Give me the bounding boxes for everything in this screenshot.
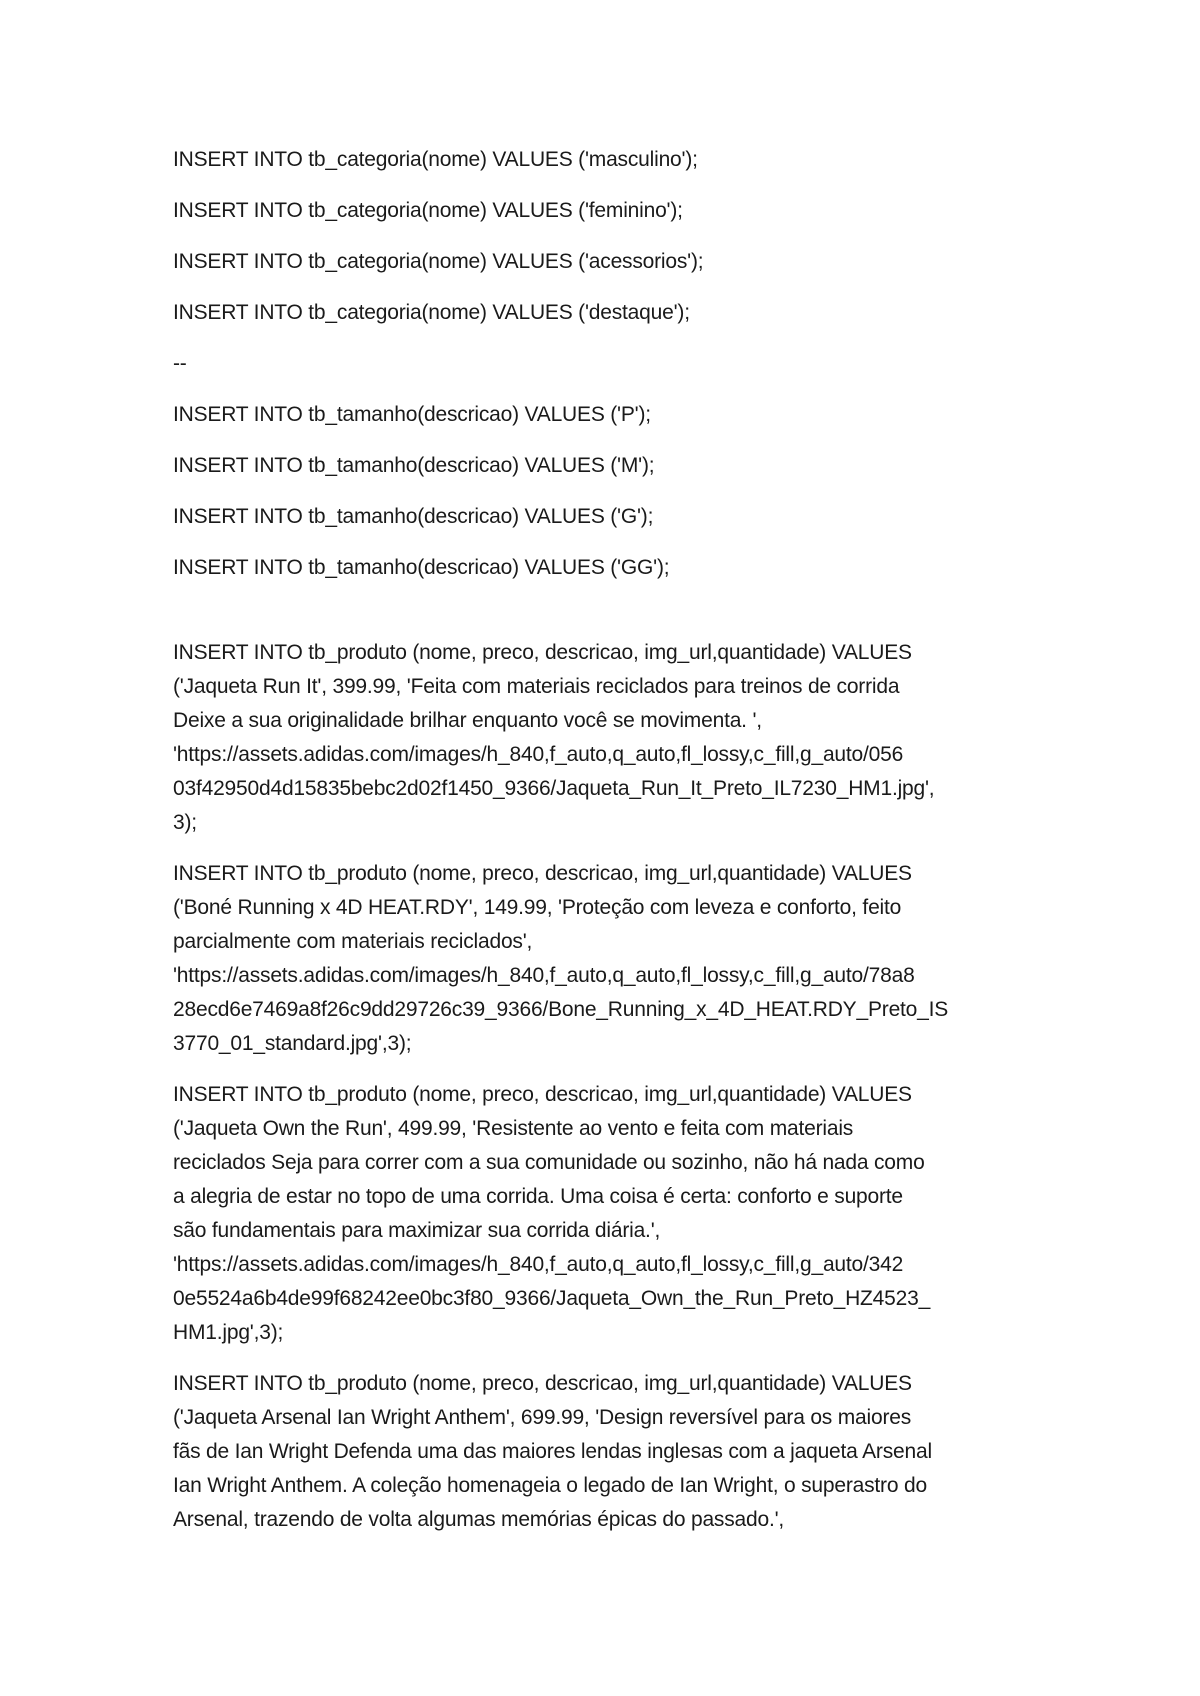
statement-line: INSERT INTO tb_produto (nome, preco, descricao, img_url,quantidade) VALUES <box>173 1083 912 1106</box>
statement-line: 0e5524a6b4de99f68242ee0bc3f80_9366/Jaqueta_Own_the_Run_Preto_HZ4523_ <box>173 1287 931 1310</box>
document-body <box>173 143 1043 1554</box>
statement-line: 'https://assets.adidas.com/images/h_840,f_auto,q_auto,fl_lossy,c_fill,g_auto/342 <box>173 1253 904 1276</box>
statement-line: 28ecd6e7469a8f26c9dd29726c39_9366/Bone_Running_x_4D_HEAT.RDY_Preto_IS <box>173 998 949 1021</box>
statement-line: HM1.jpg',3); <box>173 1321 284 1344</box>
blank-spacer <box>173 585 1043 636</box>
statement-line: 'https://assets.adidas.com/images/h_840,f_auto,q_auto,fl_lossy,c_fill,g_auto/78a8 <box>173 964 915 987</box>
produto-insert-statement <box>173 1367 1043 1537</box>
tamanho-insert-line: INSERT INTO tb_tamanho(descricao) VALUES ('P'); <box>173 403 651 426</box>
statement-line: INSERT INTO tb_produto (nome, preco, descricao, img_url,quantidade) VALUES <box>173 1372 912 1395</box>
statement-line: Deixe a sua originalidade brilhar enquanto você se movimenta. ', <box>173 709 762 732</box>
statement-line: Arsenal, trazendo de volta algumas memórias épicas do passado.', <box>173 1508 785 1531</box>
statement-line: reciclados Seja para correr com a sua comunidade ou sozinho, não há nada como <box>173 1151 925 1174</box>
categoria-insert-line: INSERT INTO tb_categoria(nome) VALUES ('acessorios'); <box>173 250 704 273</box>
statement-line: 3); <box>173 811 197 834</box>
statement-line: ('Jaqueta Run It', 399.99, 'Feita com materiais reciclados para treinos de corrida <box>173 675 900 698</box>
statement-line: são fundamentais para maximizar sua corrida diária.', <box>173 1219 661 1242</box>
statement-line: a alegria de estar no topo de uma corrida. Uma coisa é certa: conforto e suporte <box>173 1185 903 1208</box>
categoria-insert-line: INSERT INTO tb_categoria(nome) VALUES ('destaque'); <box>173 301 690 324</box>
statement-line: parcialmente com materiais reciclados', <box>173 930 533 953</box>
categoria-insert-line: INSERT INTO tb_categoria(nome) VALUES ('masculino'); <box>173 148 698 171</box>
categoria-insert-line: INSERT INTO tb_categoria(nome) VALUES ('feminino'); <box>173 199 683 222</box>
tamanho-insert-line: INSERT INTO tb_tamanho(descricao) VALUES ('M'); <box>173 454 655 477</box>
statement-line: Ian Wright Anthem. A coleção homenageia o legado de Ian Wright, o superastro do <box>173 1474 927 1497</box>
statement-line: ('Jaqueta Own the Run', 499.99, 'Resistente ao vento e feita com materiais <box>173 1117 854 1140</box>
statement-line: ('Jaqueta Arsenal Ian Wright Anthem', 699.99, 'Design reversível para os maiores <box>173 1406 912 1429</box>
produto-insert-statement <box>173 636 1043 840</box>
produto-insert-statement <box>173 1078 1043 1350</box>
statement-line: fãs de Ian Wright Defenda uma das maiores lendas inglesas com a jaqueta Arsenal <box>173 1440 932 1463</box>
statement-line: 'https://assets.adidas.com/images/h_840,f_auto,q_auto,fl_lossy,c_fill,g_auto/056 <box>173 743 904 766</box>
sql-comment-separator: -- <box>173 352 187 375</box>
produto-insert-statement <box>173 857 1043 1061</box>
statement-line: INSERT INTO tb_produto (nome, preco, descricao, img_url,quantidade) VALUES <box>173 641 912 664</box>
statement-line: INSERT INTO tb_produto (nome, preco, descricao, img_url,quantidade) VALUES <box>173 862 912 885</box>
statement-line: ('Boné Running x 4D HEAT.RDY', 149.99, 'Proteção com leveza e conforto, feito <box>173 896 902 919</box>
tamanho-insert-line: INSERT INTO tb_tamanho(descricao) VALUES ('G'); <box>173 505 654 528</box>
statement-line: 3770_01_standard.jpg',3); <box>173 1032 412 1055</box>
statement-line: 03f42950d4d15835bebc2d02f1450_9366/Jaqueta_Run_It_Preto_IL7230_HM1.jpg', <box>173 777 935 800</box>
tamanho-insert-line: INSERT INTO tb_tamanho(descricao) VALUES ('GG'); <box>173 556 670 579</box>
